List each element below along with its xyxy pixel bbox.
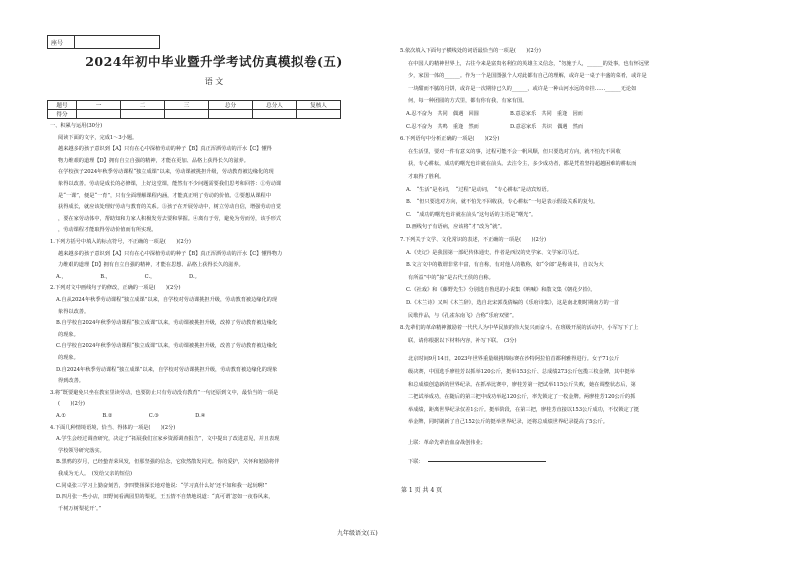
score-input-cell[interactable] bbox=[165, 110, 209, 119]
left-text-line: ，劳动课程才能取得劳动价值而有所实现。 bbox=[58, 227, 157, 234]
score-input-cell[interactable] bbox=[77, 110, 121, 119]
right-text-line: D.《木兰诗》又叫《木兰辞》，选自北宋郭茂倩编的《乐府诗集》，这是南北朝时期南方的一首 bbox=[406, 300, 620, 306]
left-text-line: C.自学校自2024年秋季劳动课程“独立成课”以来，劳动课被挑担升级，改善了劳动教育被边缘化 bbox=[56, 343, 278, 350]
left-text-line: D.自2024年秋季劳动课程“独立成课”以来，自学校对劳动课挑担升级，劳动教育被边缘化的现象 bbox=[56, 366, 278, 373]
right-text-line: C.忍不奋为 共鸣 重逢 然而 D.意忍家乐 共识 偶遇 然而 bbox=[406, 123, 584, 130]
right-text-line: B.文言文中的敬谓非常丰富，有自称，有对他人的敬称，如“令郎”是称谈书，自以为大 bbox=[406, 262, 604, 269]
seat-number-field[interactable] bbox=[75, 36, 160, 49]
score-table bbox=[47, 100, 341, 119]
left-text-line: 4.下面几种情境语境，恰当、得体的一项是( )(2分) bbox=[50, 424, 176, 431]
score-cell: 得分 bbox=[48, 110, 77, 119]
right-text-line: D.画线句子有语病，应该将“才”改为“就”。 bbox=[406, 224, 506, 231]
answer-blank-line[interactable] bbox=[428, 456, 546, 462]
right-text-line: 7.下列关于文学、文化常识的表述，不正确的一项是( )(2分) bbox=[400, 237, 547, 243]
right-text-line: 少，家国一体的______。作为一个是国图强个人对此都有自己的理解，或许是一桌子丰盛的菜肴，或许是 bbox=[408, 73, 647, 80]
score-table-header-row bbox=[48, 101, 341, 110]
left-text-line: 阅读下面的文字，完成1～3小题。 bbox=[58, 134, 138, 141]
left-text-line: 学校领导研究落实。 bbox=[58, 447, 105, 454]
seat-number-box bbox=[47, 35, 160, 49]
right-text-line: 举成绩，距离世界纪录仅差1公斤。挺举阶段，在第三把，廖桂芳直接以153公斤成功，不仅锁定了挺 bbox=[408, 406, 640, 413]
score-input-cell[interactable] bbox=[253, 110, 297, 119]
right-text-line: 举金牌，同时刷新了自己152公斤的挺举世界纪录，还将总成绩世界纪录提高了5公斤。 bbox=[408, 419, 608, 426]
left-text-line: 越来越多的孩子意识到【A】只有在心中深植劳动的种子【B】真正浑洒劳动的汗水【C】懂得 bbox=[58, 146, 272, 153]
right-text-line: 联，请你根据以下材料内容，补写下联。 (3分) bbox=[408, 337, 517, 344]
right-text-line: B. “但只要选对方向，就不怕先不回收获，专心耕耘”一句是表示假设关系的复句。 bbox=[406, 199, 599, 206]
right-text-line: 二把试举成功，在随后的第三把中成功举起120公斤，率先锁定了一枚金牌。两廖桂芳120公斤的抓 bbox=[408, 394, 636, 401]
right-text-line: C.《社戏》和《藤野先生》分别选自鲁迅的小说集《呐喊》和散文集《朝花夕拾》。 bbox=[406, 287, 596, 294]
left-text-line: 得到改善。 bbox=[58, 378, 84, 385]
score-cell: 一 bbox=[77, 101, 121, 110]
left-text-line: C.同桌张三学习上勤奋刻苦，李四赞扬深长地对他说：“学习真什么好'还不如和我一起玩啊!” bbox=[56, 482, 268, 489]
left-text-line: D.四月张一些小店，田野间看满园里的梨花，王五情不自禁地说道：“真可谓‘忽如一夜春风来， bbox=[56, 494, 274, 501]
left-text-line: 象得以改善。劳动是成长的必修课，上好这堂课，能然有不少问题需要我们思考和回答：①劳动课 bbox=[58, 181, 282, 187]
right-text-line: 才取得了胜利。 bbox=[408, 174, 445, 180]
score-table-score-row bbox=[48, 110, 341, 119]
left-text-line: A.学生会经过调查研究，决定于“拓展我们宣家乡资源调查报告”，文中提出了改进意见，并且表现 bbox=[56, 436, 280, 443]
right-text-line: 北京时间9月14日，2023年世界重量级挑锦标赛在沙特阿拉伯首都利雅得进行。女子71公斤 bbox=[408, 356, 620, 363]
right-text-line: 何，每一种团圆的方式里，都有你有我，有家有国。 bbox=[408, 98, 528, 105]
right-text-line: A.《史记》是我国第一部纪传体通史，作者是西汉的史学家、文学家司马迁。 bbox=[406, 249, 583, 256]
right-text-line: A.忍不奋为 共同 偶遇 回圆 B.意忍家乐 共同 重逢 因而 bbox=[406, 111, 583, 117]
left-text-line: 3.将“既要避免只坐在教室里读劳动，也要防止只有劳动没有教育”一句还原到文中，最恰当的一项是 bbox=[50, 389, 279, 396]
left-text-line: 一、积累与运用(30分) bbox=[50, 123, 103, 129]
left-text-line: 的现象。 bbox=[58, 355, 79, 361]
left-text-line: B.黑鸦的岁月，已经蛰青荣风发，但那坚强的信念，它依然散发闪光。你的爱护，关怀和勉励将伴 bbox=[56, 459, 280, 466]
seat-label: 座号 bbox=[48, 36, 75, 49]
page-number: 第 1 页 共 4 页 bbox=[401, 487, 443, 494]
left-text-line: 象得以改善。 bbox=[58, 308, 90, 315]
left-text-line: ( )(2分) bbox=[58, 401, 85, 408]
subject-label: 语 文 bbox=[204, 77, 224, 86]
right-text-line: 级决赛，中国选手廖桂芳以抓举120公斤，挺举153公斤、总成绩273公斤包揽三枚金牌，其中挺举 bbox=[408, 369, 635, 375]
left-text-line: 在学校孩子2024年秋季劳动课程“独立成课”以来，劳动课被挑担升级，劳动教育被边缘化的现 bbox=[58, 169, 274, 176]
left-text-line: 是“一课”，便是“一育”，只有全面理解课程内涵，才能真正明了劳动的价值。②要想从课程中 bbox=[58, 192, 271, 199]
left-text-line: 力维艰的道理【D】拥有自立自强的精神，才能在思想、品格上获得长久的滋养。 bbox=[58, 262, 244, 269]
exam-footer-label: 九年级语文(五) bbox=[337, 530, 378, 537]
left-text-line: 越来越多的孩子意识到【A】只有在心中深植劳动的种子【B】真正浑洒劳动的汗水【C】懂得物力 bbox=[58, 250, 283, 257]
right-text-line: 下联： bbox=[408, 458, 424, 465]
left-text-line: 物力维艰的道理【D】拥有自立自强的精神，才能在更加、品格上获得长久的滋养。 bbox=[58, 157, 249, 164]
right-text-line: 有所益”中的“掠”是古代王侯的自称。 bbox=[408, 274, 494, 281]
right-text-line: C. “成功的曙光也许就在前头”这句话的主语是“曙光”。 bbox=[406, 211, 537, 218]
left-text-line: ，要在家劳动体中，帮助知和力家人积极发劳去要和掌握。④离有于劳，避免为劳而劳，该手形式 bbox=[58, 215, 282, 222]
left-text-line: B.自学校自2024年秋季劳动课程“独立成课”以来，劳动课被挑担升级，改掉了劳动教育被边缘化 bbox=[56, 320, 278, 327]
score-cell: 总分人 bbox=[253, 101, 297, 110]
left-text-line: 获得成长，就应该处理好劳动与教育的关系。③孩子在开展劳动中，树立劳动自信，增强劳动自觉 bbox=[58, 204, 282, 211]
score-input-cell[interactable] bbox=[121, 110, 165, 119]
right-text-line: 在中国人的精神世界上，古往今来是富贵名利位的英雄主义信念，“勿施于人，______的处事，也有怀远壁 bbox=[408, 60, 650, 67]
right-text-line: 5.依次填入下面句子横线处的词语最恰当的一项是( )(2分) bbox=[400, 48, 541, 54]
right-text-line: A. “生活”是名词， “过程”是动词， “专心耕耘”是动宾短语。 bbox=[406, 186, 552, 193]
left-text-line: 千树万树梨花开’。” bbox=[58, 505, 102, 512]
score-input-cell[interactable] bbox=[297, 110, 341, 119]
score-cell: 三 bbox=[165, 101, 209, 110]
score-cell: 总分 bbox=[209, 101, 253, 110]
score-cell: 复核人 bbox=[297, 101, 341, 110]
right-text-line: 民歌作品，与《孔雀东南飞》合称“乐府双璧”。 bbox=[408, 312, 518, 319]
right-text-line: 在生活里，要对一件有意义的事，过程可能不会一帆风顺，但只要选对方向，就不怕先不回收 bbox=[408, 148, 621, 155]
left-text-line: A.， B.， C.， D.。 bbox=[56, 273, 200, 280]
left-text-line: 1.下列方括号中填入的标点符号，不正确的一项是( )(2分) bbox=[50, 239, 191, 245]
left-text-line: A.① B.② C.③ D.④ bbox=[56, 413, 206, 419]
right-text-line: 一块酣而不腻的月饼，或许是一次期待已久的______，或许是一种山河水远的牵挂……______无论如 bbox=[408, 85, 637, 92]
right-text-line: 8.先辈们的革命精神激励着一代代人为中华民族的伟大复兴而奋斗。在班级开展的活动中，小军写下了上 bbox=[400, 325, 639, 332]
left-text-line: A.自从2024年秋季劳动课程“独立成课”以来，自学校对劳动课挑担升级，劳动教育被边缘化的现 bbox=[56, 297, 278, 303]
score-input-cell[interactable] bbox=[209, 110, 253, 119]
right-text-line: 6.下列语句中分析正确的一项是( )(2分) bbox=[400, 136, 500, 143]
exam-title: 2024年初中毕业暨升学考试仿真模拟卷(五) bbox=[85, 54, 343, 69]
left-text-line: 的现象。 bbox=[58, 331, 79, 338]
right-text-line: 上联：革命先辈治血奋战创伟业； bbox=[408, 440, 486, 446]
left-text-line: 我成为无人。 (发给父亲的短信) bbox=[58, 471, 133, 477]
score-cell: 题号 bbox=[48, 101, 77, 110]
right-text-line: 和总成绩创造新的世界纪录。在抓举比赛中，廖桂芳第一把试举115公斤失败，她在调整状态后，第 bbox=[408, 381, 636, 388]
score-cell: 二 bbox=[121, 101, 165, 110]
right-text-line: 获，专心耕耘，成功的曙光也许就在前头。去注令主，多少成功者，都是凭着坚持超越困难的耕耘而 bbox=[408, 161, 637, 168]
left-text-line: 2.下列对文中画线句子的修改，正确的一项是( )(2分) bbox=[50, 285, 181, 292]
